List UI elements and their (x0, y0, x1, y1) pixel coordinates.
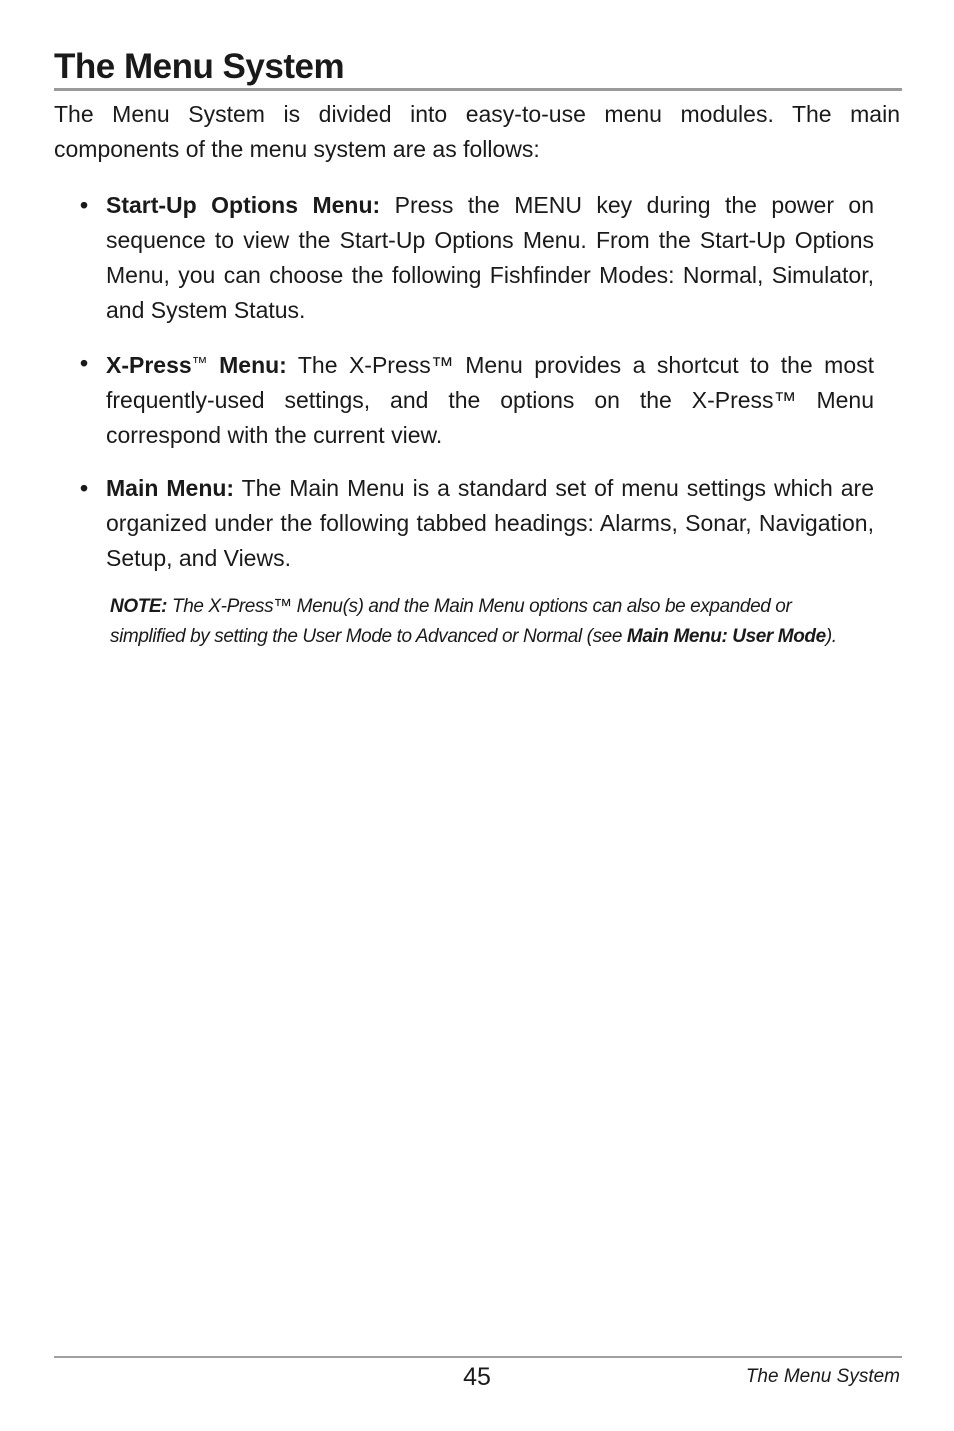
footer-section-title: The Menu System (745, 1366, 900, 1387)
startup-options-description: Press the MENU key during the power on sequence to view the Start-Up Options Menu. From the Start-Up Options Menu, you can choose the following Fishfinder Modes: Normal, Simulator, and System Status. (106, 192, 874, 323)
term-xpress-menu: Menu: (207, 352, 287, 378)
main-menu-description: The Main Menu is a standard set of menu settings which are organized under the following tabbed headings: Alarms, Sonar, Navigation, Setup, and Views. (106, 475, 874, 571)
note-reference: Main Menu: User Mode (626, 626, 826, 647)
note-text: The X-Press™ Menu(s) and the Main Menu options can also be expanded or simplified by setting the User Mode to Advanced or Normal (see (110, 596, 792, 647)
xpress-menu-description: The X-Press™ Menu provides a shortcut to the most frequently-used settings, and the options on the X-Press™ Menu correspond with the current view. (106, 352, 874, 448)
term-xpress: X-Press (106, 352, 192, 378)
footer-divider (54, 1356, 902, 1358)
list-item-xpress-menu (80, 346, 874, 453)
term-main-menu: Main Menu: (106, 475, 235, 501)
intro-paragraph: The Menu System is divided into easy-to-use menu modules. The main components of the menu system are as follows: (54, 101, 900, 162)
page-number: 45 (463, 1363, 491, 1391)
title-divider (54, 88, 902, 91)
menu-components-list (80, 188, 874, 594)
trademark-symbol: ™ (191, 355, 208, 372)
note-label: NOTE: (110, 596, 168, 617)
bullet-icon: • (80, 192, 89, 218)
page-title: The Menu System (54, 47, 345, 86)
note-end: ). (825, 626, 837, 647)
list-item-main-menu (80, 471, 874, 576)
list-item-startup-options (80, 188, 874, 328)
note-paragraph (110, 592, 850, 652)
bullet-icon: • (80, 350, 89, 376)
bullet-icon: • (80, 475, 89, 501)
term-startup-options: Start-Up Options Menu: (106, 192, 381, 218)
